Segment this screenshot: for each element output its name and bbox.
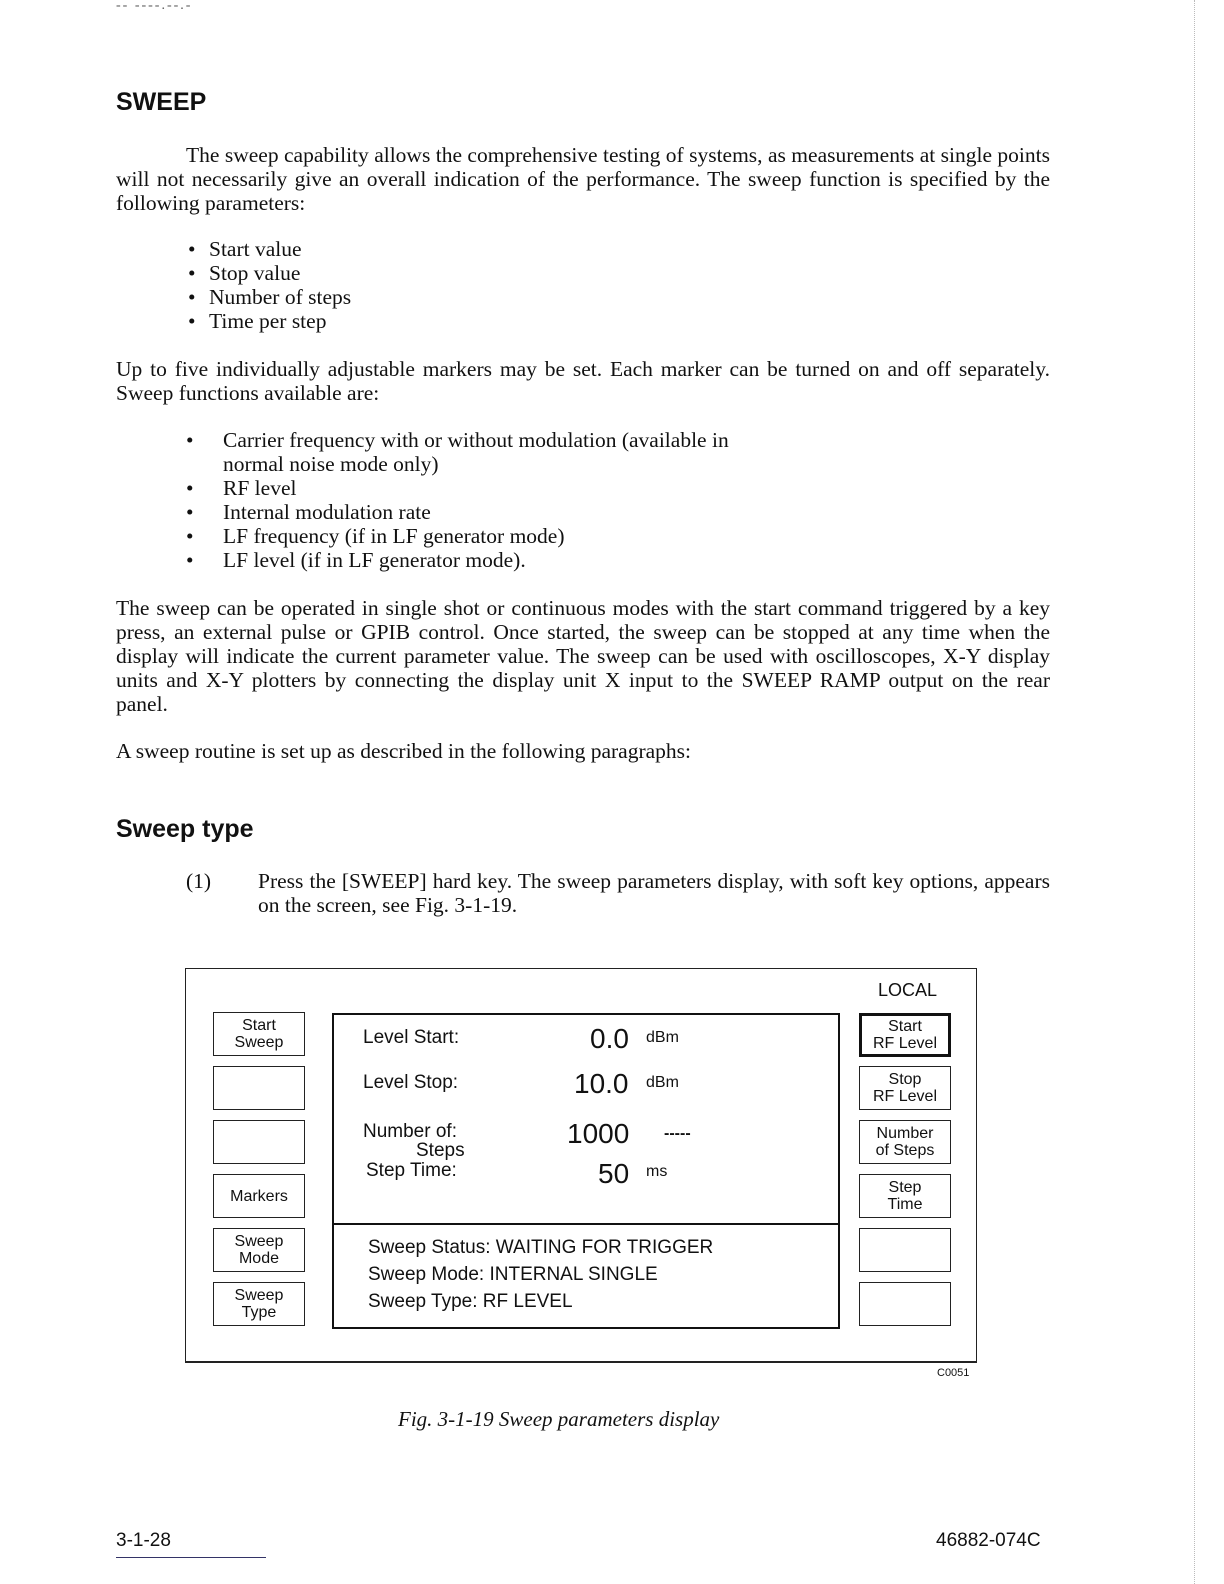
number-of-steps-unit: ----- — [664, 1125, 691, 1142]
operation-paragraph: The sweep can be operated in single shot or continuous modes with the start command triggered by a key press, an external pulse or GPIB control. Once started, the sweep can be stopped at any time when the display will indicate the current parameter value. The sweep can be used with oscilloscopes, X-Y display units and X-Y plotters by connecting the display unit X input to the SWEEP RAMP output on the rear panel. — [116, 596, 1050, 716]
step-text: Press the [SWEEP] hard key. The sweep parameters display, with soft key options, appears on the screen, see Fig. 3-1-19. — [258, 869, 1050, 917]
list-item: • Start value — [188, 237, 351, 261]
blank-soft-key[interactable] — [213, 1066, 305, 1110]
figure-caption: Fig. 3-1-19 Sweep parameters display — [398, 1407, 720, 1431]
routine-paragraph: A sweep routine is set up as described in the following paragraphs: — [116, 739, 691, 763]
parameters-screen — [332, 1013, 840, 1329]
markers-button[interactable]: Markers — [213, 1174, 305, 1218]
page-number: 3-1-28 — [116, 1530, 171, 1551]
sweep-type-button[interactable]: Sweep Type — [213, 1282, 305, 1326]
step-time-button[interactable]: Step Time — [859, 1174, 951, 1218]
number-of-steps-button[interactable]: Number of Steps — [859, 1120, 951, 1164]
parameter-list — [188, 237, 351, 333]
sweep-mode-button[interactable]: Sweep Mode — [213, 1228, 305, 1272]
sweep-display-figure — [185, 968, 977, 1363]
level-stop-label: Level Stop: — [363, 1072, 459, 1093]
blank-soft-key[interactable] — [859, 1228, 951, 1272]
list-item: • LF level (if in LF generator mode). — [186, 548, 746, 572]
level-stop-value: 10.0 — [574, 1068, 629, 1099]
sweep-status-line: Sweep Status: WAITING FOR TRIGGER — [368, 1237, 714, 1258]
figure-code: C0051 — [937, 1367, 970, 1379]
step-time-unit: ms — [646, 1163, 668, 1180]
list-item: • Stop value — [188, 261, 351, 285]
section-title-sweep-type: Sweep type — [116, 815, 254, 843]
blank-soft-key[interactable] — [213, 1120, 305, 1164]
start-sweep-button[interactable]: Start Sweep — [213, 1012, 305, 1056]
stop-rf-level-button[interactable]: Stop RF Level — [859, 1066, 951, 1110]
step-time-label: Step Time: — [366, 1160, 457, 1181]
level-start-value: 0.0 — [590, 1023, 629, 1054]
section-title-sweep: SWEEP — [116, 88, 207, 116]
step-number: (1) — [186, 869, 212, 893]
sweep-type-line: Sweep Type: RF LEVEL — [368, 1291, 573, 1312]
number-of-label: Number of: — [363, 1121, 457, 1142]
level-stop-unit: dBm — [646, 1074, 679, 1091]
local-indicator: LOCAL — [878, 980, 938, 1000]
intro-paragraph: The sweep capability allows the comprehensive testing of systems, as measurements at single points will not necessarily give an overall indication of the performance. The sweep function is specified by the following parameters: — [116, 143, 1050, 215]
document-number: 46882-074C — [936, 1530, 1041, 1551]
function-list — [186, 428, 746, 572]
blank-soft-key[interactable] — [859, 1282, 951, 1326]
list-item: • Time per step — [188, 309, 351, 333]
page-edge — [1194, 0, 1196, 1584]
level-start-unit: dBm — [646, 1029, 679, 1046]
steps-label: Steps — [416, 1140, 465, 1161]
list-item: • Number of steps — [188, 285, 351, 309]
list-item: • Internal modulation rate — [186, 500, 746, 524]
footer-rule — [116, 1557, 266, 1558]
markers-paragraph: Up to five individually adjustable markers may be set. Each marker can be turned on and off separately. Sweep functions available are: — [116, 357, 1050, 405]
number-of-steps-value: 1000 — [567, 1118, 630, 1149]
screen-divider — [334, 1223, 838, 1225]
sweep-mode-line: Sweep Mode: INTERNAL SINGLE — [368, 1264, 658, 1285]
start-rf-level-button[interactable]: Start RF Level — [859, 1013, 951, 1057]
level-start-label: Level Start: — [363, 1027, 460, 1048]
list-item: • LF frequency (if in LF generator mode) — [186, 524, 746, 548]
header-mark: -- ----.--.- — [116, 0, 193, 13]
step-time-value: 50 — [598, 1158, 630, 1189]
list-item: • Carrier frequency with or without modulation (available in normal noise mode only) — [186, 428, 746, 476]
list-item: • RF level — [186, 476, 746, 500]
